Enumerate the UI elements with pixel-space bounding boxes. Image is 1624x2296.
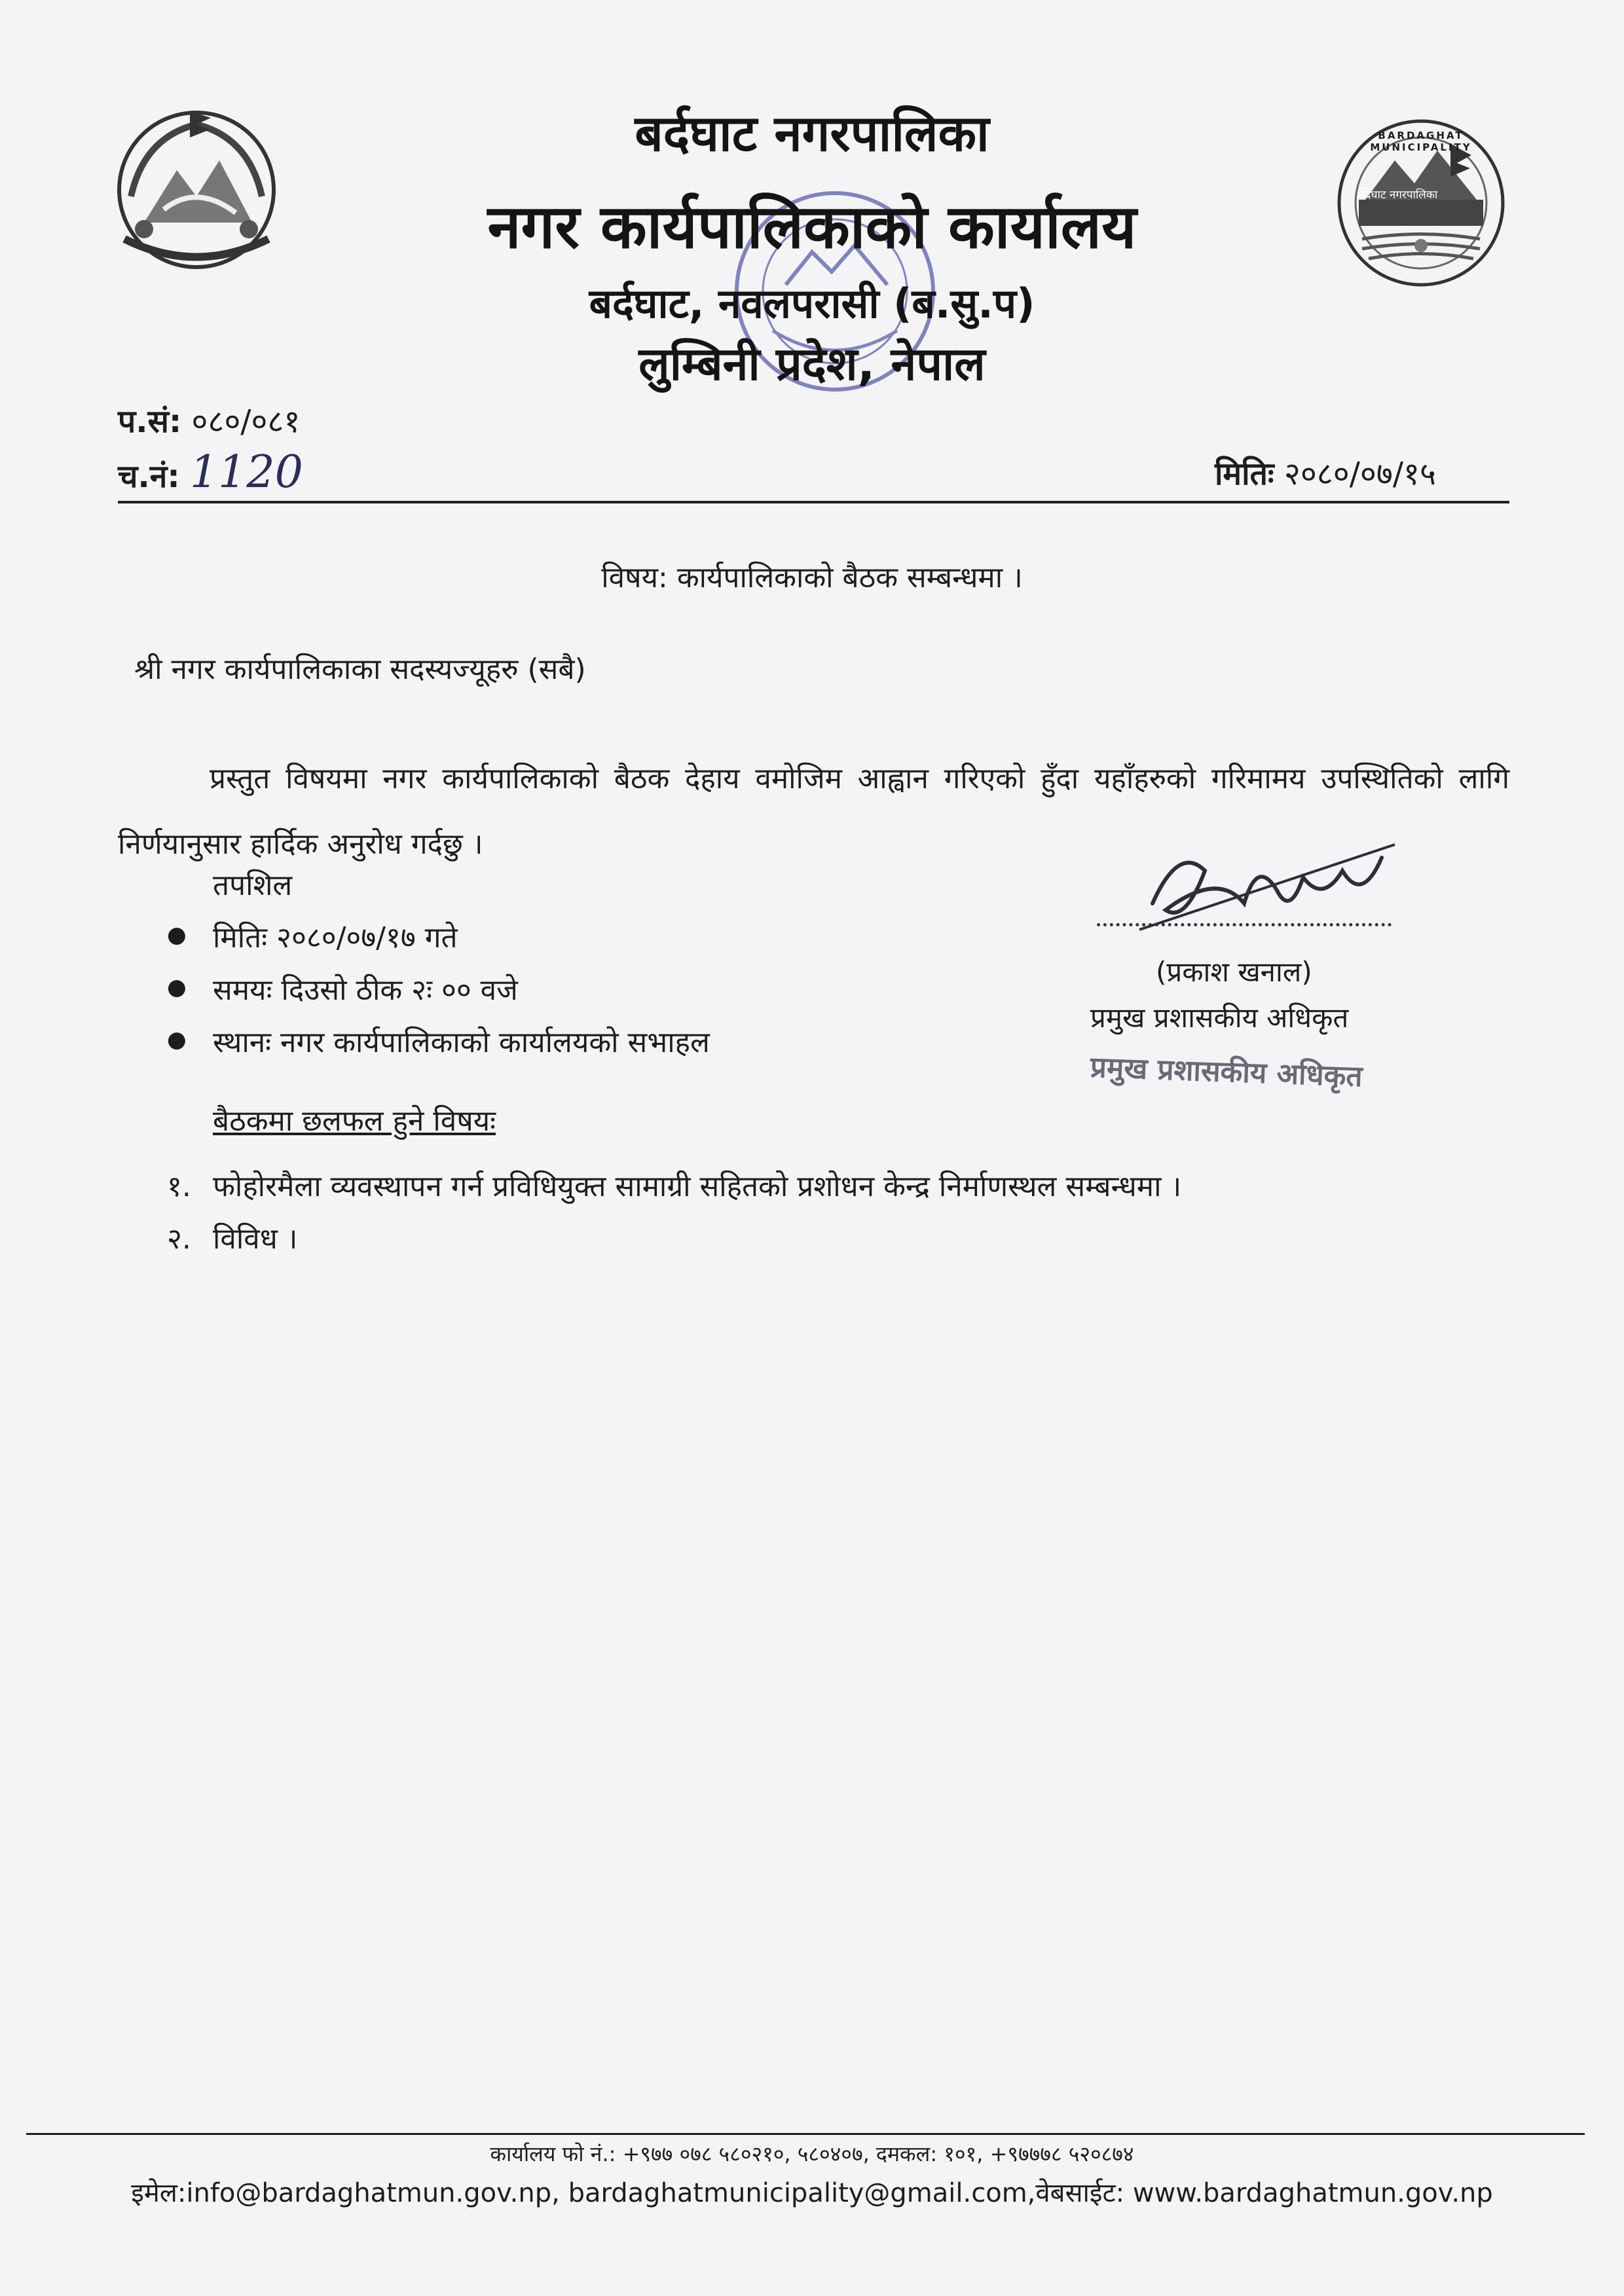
- letter-body: प्रस्तुत विषयमा नगर कार्यपालिकाको बैठक देहाय वमोजिम आह्वान गरिएको हुँदा यहाँहरुको गरिमामय उपस्थितिको लागि निर्णयानुसार हार्दिक अनुरोध गर्दछु ।: [118, 762, 1509, 861]
- cn-line: [118, 446, 303, 498]
- province-country: लुम्बिनी प्रदेश, नेपाल: [638, 337, 986, 391]
- detail-date: मितिः २०८०/०७/१७ गते: [213, 921, 458, 955]
- detail-venue: स्थानः नगर कार्यपालिकाको कार्यालयको सभाहल: [213, 1026, 710, 1059]
- signatory-title: प्रमुख प्रशासकीय अधिकृत: [1090, 1002, 1349, 1034]
- municipality-ring-text: BARDAGHAT MUNICIPALITY: [1370, 130, 1472, 153]
- agenda-item-2: विविध ।: [213, 1222, 298, 1256]
- cn-value-handwritten: 1120: [189, 446, 303, 498]
- bullet-dot-2: ●: [167, 974, 187, 1000]
- signature-scribble-icon: [1126, 831, 1401, 949]
- agenda-num-2: २.: [167, 1222, 191, 1256]
- date-value: २०८०/०७/१५: [1283, 456, 1436, 492]
- signatory-name: (प्रकाश खनाल): [1156, 956, 1312, 988]
- footer-email-web: इमेल:info@bardaghatmun.gov.np, bardaghatmunicipality@gmail.com,वेबसाईट: www.bardaghatmun.gov.np: [131, 2178, 1493, 2208]
- agenda-num-1: १.: [167, 1170, 191, 1203]
- municipality-banner-text: बर्दघाट नगरपालिका: [1358, 189, 1438, 202]
- bullet-dot-3: ●: [167, 1027, 187, 1053]
- agenda-item-1: फोहोरमैला व्यवस्थापन गर्न प्रविधियुक्त सामाग्री सहितको प्रशोधन केन्द्र निर्माणस्थल सम्बन्धमा ।: [213, 1170, 1182, 1203]
- bullet-dot-1: ●: [167, 922, 187, 948]
- footer-divider: [26, 2133, 1585, 2135]
- detail-time: समयः दिउसो ठीक २ः ०० वजे: [213, 974, 518, 1007]
- signature-line: [1097, 923, 1392, 926]
- ps-value: ०८०/०८१: [191, 403, 301, 440]
- municipality-name: बर्दघाट नगरपालिका: [635, 104, 989, 162]
- date-label: मितिः: [1215, 456, 1274, 492]
- office-name: नगर कार्यपालिकाको कार्यालय: [487, 192, 1137, 262]
- agenda-heading: बैठकमा छलफल हुने विषयः: [213, 1104, 496, 1138]
- footer-phone: कार्यालय फो नं.: +९७७ ०७८ ५८०२१०, ५८०४०७, दमकल: १०१, +९७७७८ ५२०८७४: [490, 2141, 1134, 2166]
- header-divider: [118, 501, 1509, 503]
- details-heading: तपशिल: [213, 869, 293, 902]
- letter-recipient: श्री नगर कार्यपालिकाका सदस्यज्यूहरु (सबै): [134, 653, 586, 686]
- office-address: बर्दघाट, नवलपरासी (ब.सु.प): [589, 280, 1035, 327]
- designation-stamp: प्रमुख प्रशासकीय अधिकृत: [1090, 1050, 1363, 1094]
- ps-label: प.सं:: [118, 403, 182, 440]
- date-line: [1215, 452, 1436, 494]
- letter-subject: विषय: कार्यपालिकाको बैठक सम्बन्धमा ।: [601, 561, 1023, 594]
- cn-label: च.नं:: [118, 458, 180, 495]
- ps-line: [118, 399, 300, 442]
